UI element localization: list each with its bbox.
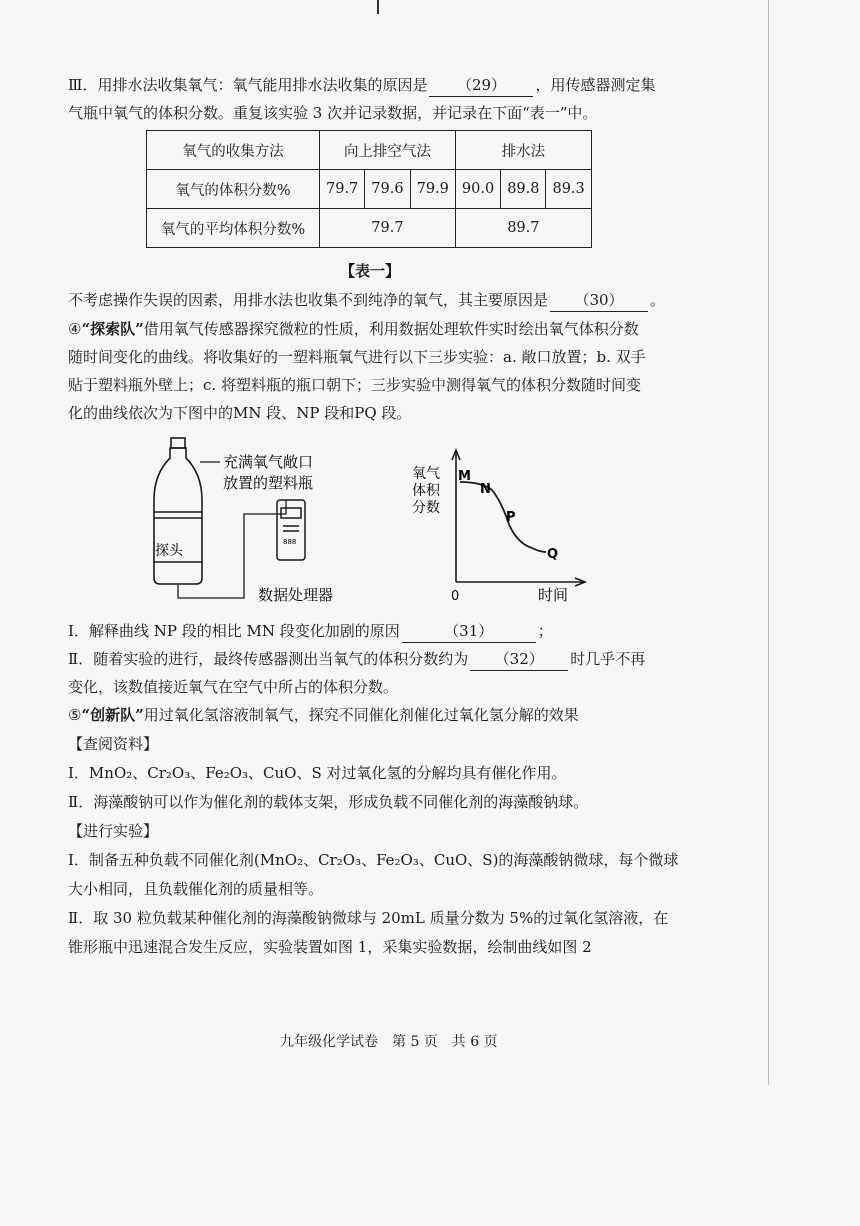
- origin-label: 0: [451, 589, 460, 604]
- table-cell: 89.7: [455, 209, 591, 248]
- table-cell: 90.0: [455, 170, 500, 209]
- bottle-label-1: 充满氧气敞口: [223, 453, 314, 471]
- q32-line1: [68, 648, 645, 671]
- table-cell: 79.7: [320, 170, 365, 209]
- experiment-step-2a: Ⅱ．取 30 粒负载某种催化剂的海藻酸钠微球与 20mL 质量分数为 5%的过氧化氢溶液，在: [68, 909, 669, 927]
- q32-text1: 随着实验的进行，最终传感器测出当氧气的体积分数约为: [93, 650, 469, 668]
- period: 。: [650, 291, 666, 309]
- experiment-step-1a: Ⅰ．制备五种负载不同催化剂(MnO₂、Cr₂O₃、Fe₂O₃、CuO、S)的海藻酸钠微球，每个微球: [68, 851, 679, 869]
- answer-blank-32[interactable]: （32）: [470, 648, 568, 671]
- table-cell: 89.8: [501, 170, 546, 209]
- bottle-label-2: 放置的塑料瓶: [223, 474, 314, 492]
- header-water: 排水法: [455, 131, 591, 170]
- section-number: ④: [68, 320, 82, 338]
- experiment-heading: 【进行实验】: [68, 822, 159, 840]
- table-one: [146, 130, 592, 248]
- y-axis-label-3: 分数: [412, 500, 440, 516]
- table-cell: 79.9: [410, 170, 455, 209]
- x-axis-label: 时间: [538, 586, 569, 604]
- header-upward-air: 向上排空气法: [320, 131, 456, 170]
- table-row: [147, 209, 592, 248]
- q31-text: 解释曲线 NP 段的相比 MN 段变化加剧的原因: [88, 622, 400, 640]
- roman-numeral: Ⅱ．: [68, 650, 94, 668]
- s5-text: 用过氧化氢溶液制氧气，探究不同催化剂催化过氧化氢分解的效果: [143, 706, 579, 724]
- s3-line1: [68, 74, 656, 97]
- experiment-figure: [140, 430, 600, 610]
- q32-text2: 时几乎不再: [570, 650, 646, 668]
- roman-numeral: Ⅰ．: [68, 622, 89, 640]
- team-name: “创新队”: [81, 706, 144, 724]
- after-table-line: [68, 289, 665, 312]
- table-header-row: [147, 131, 592, 170]
- semicolon: ；: [537, 622, 553, 640]
- y-axis-label-2: 体积: [412, 483, 440, 499]
- s4-text: 借用氧气传感器探究微粒的性质，利用数据处理软件实时绘出氧气体积分数: [143, 320, 639, 338]
- oxygen-curve: [460, 482, 546, 552]
- plastic-bottle: [154, 438, 202, 584]
- experiment-step-2b: 锥形瓶中迅速混合发生反应，实验装置如图 1，采集实验数据，绘制曲线如图 2: [68, 938, 592, 956]
- section-number: ⑤: [68, 706, 82, 724]
- s3-line2: 气瓶中氧气的体积分数。重复该实验 3 次并记录数据，并记录在下面“表一”中。: [68, 104, 598, 122]
- answer-blank-31[interactable]: （31）: [402, 620, 536, 643]
- info-heading: 【查阅资料】: [68, 735, 159, 753]
- s4-line4: 化的曲线依次为下图中的MN 段、NP 段和PQ 段。: [68, 404, 412, 422]
- s3-text1: 用排水法收集氧气：氧气能用排水法收集的原因是: [97, 76, 428, 94]
- row-label-fraction: 氧气的体积分数%: [147, 170, 320, 209]
- table-cell: 89.3: [546, 170, 591, 209]
- page-footer: 九年级化学试卷 第 5 页 共 6 页: [280, 1034, 498, 1050]
- probe-label: 探头: [155, 543, 183, 559]
- answer-blank-29[interactable]: （29）: [429, 74, 533, 97]
- table-caption: 【表一】: [340, 262, 401, 280]
- s4-line3: 贴于塑料瓶外壁上；c. 将塑料瓶的瓶口朝下；三步实验中测得氧气的体积分数随时间变: [68, 376, 641, 394]
- point-p: P: [506, 510, 516, 525]
- roman-numeral: Ⅲ．: [68, 76, 98, 94]
- table-row: [147, 170, 592, 209]
- device-label: 数据处理器: [258, 586, 334, 604]
- graph-axes: [452, 450, 585, 586]
- point-q: Q: [547, 547, 559, 562]
- data-processor-icon: [277, 500, 305, 560]
- s3-text2: ，用传感器测定集: [535, 76, 656, 94]
- experiment-step-1b: 大小相同，且负载催化剂的质量相等。: [68, 880, 324, 898]
- s5-line: [68, 704, 579, 726]
- q32-line2: 变化，该数值接近氧气在空气中所占的体积分数。: [68, 678, 399, 696]
- point-m: M: [458, 469, 471, 484]
- info-item-2: Ⅱ．海藻酸钠可以作为催化剂的载体支架，形成负载不同催化剂的海藻酸钠球。: [68, 793, 589, 811]
- s4-line1: [68, 318, 639, 340]
- info-item-1: Ⅰ．MnO₂、Cr₂O₃、Fe₂O₃、CuO、S 对过氧化氢的分解均具有催化作用。: [68, 764, 567, 782]
- margin-rule: [768, 0, 769, 1085]
- answer-blank-30[interactable]: （30）: [550, 289, 648, 312]
- team-name: “探索队”: [81, 320, 144, 338]
- table-cell: 79.6: [365, 170, 410, 209]
- q31-line: [68, 620, 553, 643]
- s4-line2: 随时间变化的曲线。将收集好的一塑料瓶氧气进行以下三步实验：a. 敞口放置；b. 双手: [68, 348, 646, 366]
- device-display: 888: [283, 538, 297, 546]
- point-n: N: [480, 482, 491, 497]
- header-method: 氧气的收集方法: [147, 131, 320, 170]
- y-axis-label-1: 氧气: [412, 466, 440, 482]
- after-table-text: 不考虑操作失误的因素，用排水法也收集不到纯净的氧气，其主要原因是: [68, 291, 549, 309]
- row-label-average: 氧气的平均体积分数%: [147, 209, 320, 248]
- table-cell: 79.7: [320, 209, 456, 248]
- top-mark: [377, 0, 379, 14]
